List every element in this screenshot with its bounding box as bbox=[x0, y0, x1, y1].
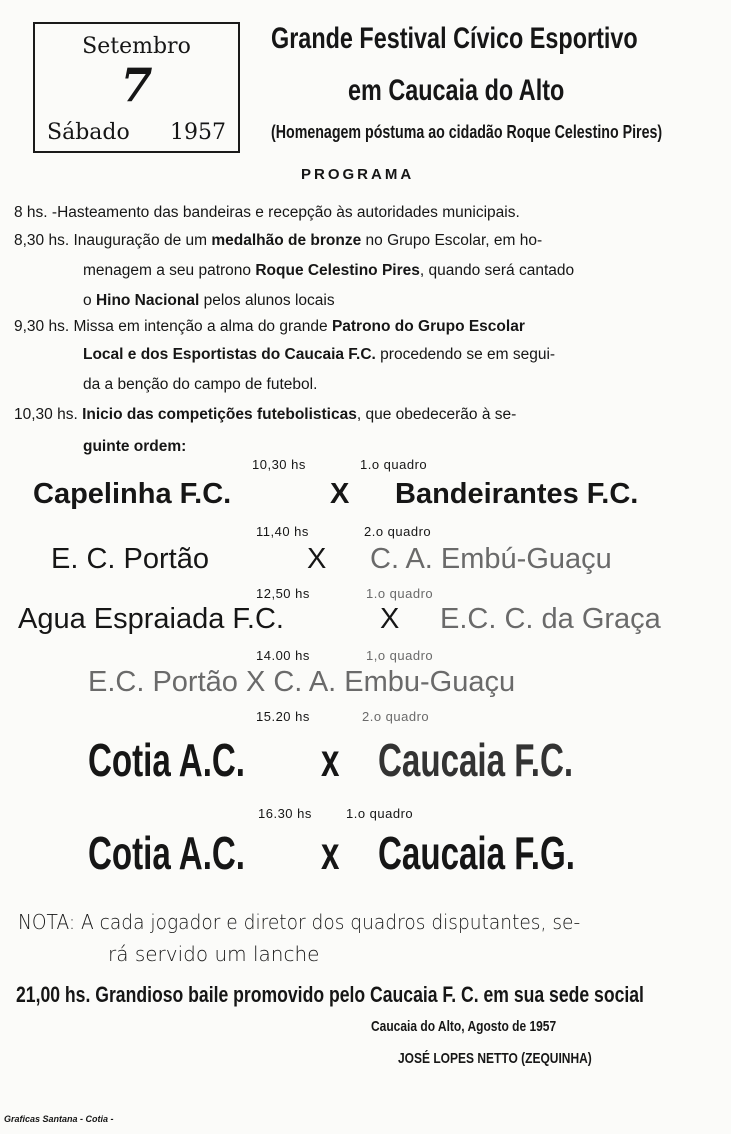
program-item-1: 8 hs. -Hasteamento das bandeiras e recepção às autoridades municipais. bbox=[14, 204, 520, 221]
match-away-team: Bandeirantes F.C. bbox=[395, 478, 639, 510]
match-line: E.C. Portão X C. A. Embu-Guaçu bbox=[88, 666, 516, 698]
program-item-3-line3: da a benção do campo de futebol. bbox=[83, 376, 318, 393]
signature-name: JOSÉ LOPES NETTO (ZEQUINHA) bbox=[398, 1050, 592, 1067]
printer-credit: Graficas Santana - Cotia - bbox=[4, 1114, 114, 1124]
nota-line2: rá servido um lanche bbox=[108, 942, 320, 966]
nota-line1: NOTA: A cada jogador e diretor dos quadros disputantes, se- bbox=[18, 910, 581, 934]
match-home-team: Cotia A.C. bbox=[88, 734, 246, 786]
date-weekday: Sábado bbox=[47, 120, 130, 145]
match-time: 11,40 hs bbox=[256, 524, 309, 539]
match-time: 12,50 hs bbox=[256, 586, 310, 601]
match-home-team: Agua Espraiada F.C. bbox=[18, 603, 284, 635]
programa-heading: PROGRAMA bbox=[301, 166, 415, 183]
program-item-2-line3: o Hino Nacional pelos alunos locais bbox=[83, 292, 335, 309]
match-vs: x bbox=[321, 827, 340, 879]
match-quadro: 2.o quadro bbox=[364, 524, 432, 539]
match-quadro: 2.o quadro bbox=[362, 709, 430, 724]
match-home-team: Capelinha F.C. bbox=[33, 478, 232, 510]
match-away-team: Caucaia F.C. bbox=[378, 734, 574, 786]
match-quadro: 1,o quadro bbox=[366, 648, 434, 663]
match-vs: X bbox=[307, 543, 327, 575]
match-quadro: 1.o quadro bbox=[360, 457, 428, 472]
program-item-2-line2: menagem a seu patrono Roque Celestino Pires, quando será cantado bbox=[83, 262, 575, 279]
match-time: 16.30 hs bbox=[258, 806, 312, 821]
title-line1: Grande Festival Cívico Esportivo bbox=[271, 22, 638, 55]
match-home-team: E. C. Portão bbox=[51, 543, 209, 575]
program-item-3-line1: 9,30 hs. Missa em intenção a alma do grande Patrono do Grupo Escolar bbox=[14, 318, 525, 335]
match-quadro: 1.o quadro bbox=[346, 806, 414, 821]
program-item-4-line2: guinte ordem: bbox=[83, 438, 187, 455]
match-away-team: E.C. C. da Graça bbox=[440, 603, 661, 635]
baile-line: 21,00 hs. Grandioso baile promovido pelo Caucaia F. C. em sua sede social bbox=[16, 982, 644, 1007]
match-time: 10,30 hs bbox=[252, 457, 306, 472]
subtitle: (Homenagem póstuma ao cidadão Roque Celestino Pires) bbox=[271, 122, 663, 142]
match-vs: X bbox=[380, 603, 400, 635]
title-line2: em Caucaia do Alto bbox=[348, 74, 565, 107]
match-away-team: Caucaia F.G. bbox=[378, 827, 575, 879]
match-time: 15.20 hs bbox=[256, 709, 310, 724]
date-year: 1957 bbox=[170, 120, 226, 145]
match-vs: x bbox=[321, 734, 340, 786]
program-item-3-line2: Local e dos Esportistas do Caucaia F.C. procedendo se em segui- bbox=[83, 346, 556, 363]
program-item-2-line1: 8,30 hs. Inauguração de um medalhão de bronze no Grupo Escolar, em ho- bbox=[14, 232, 543, 249]
signature-place-date: Caucaia do Alto, Agosto de 1957 bbox=[371, 1018, 557, 1035]
date-box bbox=[33, 22, 240, 153]
match-quadro: 1.o quadro bbox=[366, 586, 434, 601]
date-month: Setembro bbox=[82, 34, 191, 59]
match-vs: X bbox=[330, 478, 350, 510]
date-day: 7 bbox=[120, 58, 153, 112]
program-item-4-line1: 10,30 hs. Inicio das competições futebolisticas, que obedecerão à se- bbox=[14, 406, 517, 423]
match-time: 14.00 hs bbox=[256, 648, 310, 663]
match-home-team: Cotia A.C. bbox=[88, 827, 246, 879]
match-away-team: C. A. Embú-Guaçu bbox=[370, 543, 612, 575]
